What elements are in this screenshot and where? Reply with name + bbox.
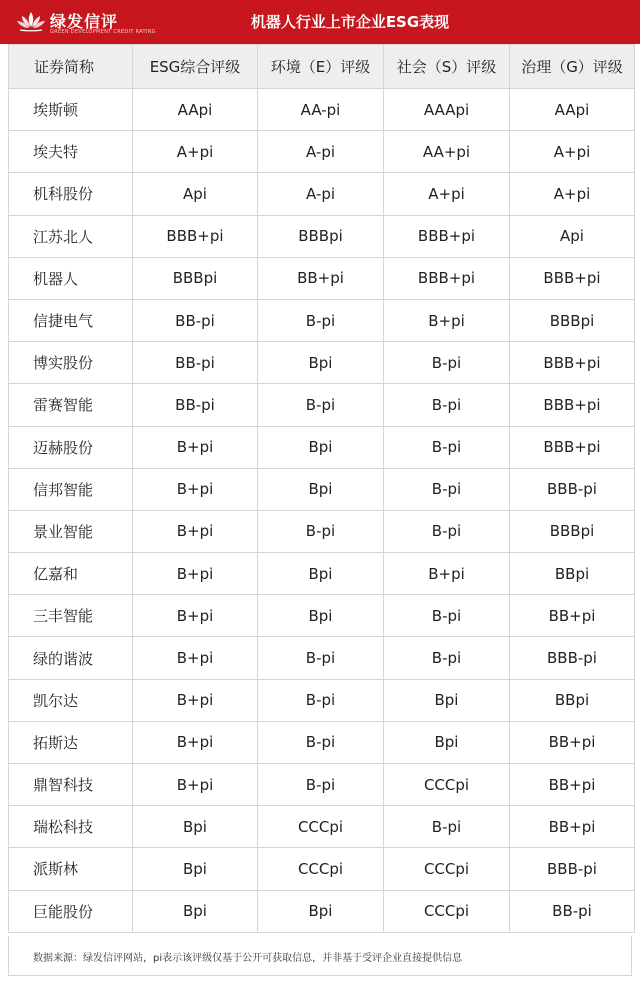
rating-cell: Bpi <box>258 468 384 510</box>
table-row <box>9 257 635 299</box>
rating-cell: Bpi <box>133 890 258 932</box>
table-row <box>9 468 635 510</box>
rating-cell: Bpi <box>133 848 258 890</box>
rating-cell: Bpi <box>133 806 258 848</box>
table-row <box>9 510 635 552</box>
rating-cell: Api <box>510 215 635 257</box>
rating-cell: B+pi <box>133 764 258 806</box>
company-name-cell: 拓斯达 <box>9 721 133 763</box>
rating-cell: B-pi <box>258 299 384 341</box>
column-header: 治理（G）评级 <box>510 45 635 89</box>
company-name-cell: 雷赛智能 <box>9 384 133 426</box>
rating-cell: B+pi <box>133 553 258 595</box>
rating-cell: B-pi <box>258 637 384 679</box>
rating-cell: CCCpi <box>258 806 384 848</box>
rating-cell: AA+pi <box>384 131 510 173</box>
rating-cell: B+pi <box>133 468 258 510</box>
rating-cell: Bpi <box>258 426 384 468</box>
rating-cell: CCCpi <box>384 890 510 932</box>
rating-cell: A-pi <box>258 131 384 173</box>
company-name-cell: 凯尔达 <box>9 679 133 721</box>
rating-cell: BB-pi <box>133 384 258 426</box>
rating-cell: BBB+pi <box>384 215 510 257</box>
company-name-cell: 江苏北人 <box>9 215 133 257</box>
rating-cell: A+pi <box>510 131 635 173</box>
rating-cell: B-pi <box>258 721 384 763</box>
column-header: 证券简称 <box>9 45 133 89</box>
rating-cell: BBB+pi <box>510 257 635 299</box>
rating-cell: B-pi <box>384 342 510 384</box>
table-row <box>9 173 635 215</box>
table-row <box>9 89 635 131</box>
company-name-cell: 景业智能 <box>9 510 133 552</box>
table-row <box>9 806 635 848</box>
page-title: 机器人行业上市企业ESG表现 <box>250 13 450 31</box>
rating-cell: B-pi <box>258 679 384 721</box>
rating-cell: B-pi <box>384 595 510 637</box>
rating-cell: B-pi <box>384 468 510 510</box>
table-row <box>9 679 635 721</box>
column-header: 社会（S）评级 <box>384 45 510 89</box>
esg-rating-table-container <box>8 44 634 933</box>
company-name-cell: 派斯林 <box>9 848 133 890</box>
rating-cell: B-pi <box>384 806 510 848</box>
esg-rating-table <box>8 44 635 933</box>
rating-cell: B+pi <box>133 637 258 679</box>
rating-cell: Bpi <box>258 890 384 932</box>
rating-cell: Bpi <box>258 553 384 595</box>
footer-note-box <box>8 936 632 976</box>
rating-cell: Bpi <box>258 595 384 637</box>
table-row <box>9 426 635 468</box>
rating-cell: Bpi <box>384 721 510 763</box>
company-name-cell: 信邦智能 <box>9 468 133 510</box>
company-name-cell: 信捷电气 <box>9 299 133 341</box>
rating-cell: BBpi <box>510 553 635 595</box>
rating-cell: A-pi <box>258 173 384 215</box>
rating-cell: BB+pi <box>510 764 635 806</box>
rating-cell: BBBpi <box>510 510 635 552</box>
table-row <box>9 215 635 257</box>
table-row <box>9 299 635 341</box>
rating-cell: BBB+pi <box>510 426 635 468</box>
table-row <box>9 890 635 932</box>
company-name-cell: 机器人 <box>9 257 133 299</box>
rating-cell: Bpi <box>384 679 510 721</box>
rating-cell: BBB-pi <box>510 637 635 679</box>
table-row <box>9 637 635 679</box>
rating-cell: BBB+pi <box>133 215 258 257</box>
table-row <box>9 342 635 384</box>
rating-cell: CCCpi <box>384 764 510 806</box>
rating-cell: BBB+pi <box>384 257 510 299</box>
rating-cell: AApi <box>133 89 258 131</box>
company-name-cell: 埃斯顿 <box>9 89 133 131</box>
rating-cell: AAApi <box>384 89 510 131</box>
table-row <box>9 764 635 806</box>
table-row <box>9 384 635 426</box>
company-name-cell: 迈赫股份 <box>9 426 133 468</box>
column-header: 环境（E）评级 <box>258 45 384 89</box>
rating-cell: B-pi <box>384 384 510 426</box>
rating-cell: B+pi <box>384 299 510 341</box>
rating-cell: Api <box>133 173 258 215</box>
table-row <box>9 848 635 890</box>
table-row <box>9 131 635 173</box>
rating-cell: B-pi <box>384 510 510 552</box>
company-name-cell: 亿嘉和 <box>9 553 133 595</box>
lotus-logo-icon <box>16 10 46 32</box>
rating-cell: BBB-pi <box>510 848 635 890</box>
rating-cell: BB+pi <box>510 721 635 763</box>
rating-cell: CCCpi <box>384 848 510 890</box>
rating-cell: BB+pi <box>258 257 384 299</box>
rating-cell: B-pi <box>258 510 384 552</box>
rating-cell: CCCpi <box>258 848 384 890</box>
rating-cell: B-pi <box>384 637 510 679</box>
table-row <box>9 721 635 763</box>
rating-cell: BBBpi <box>510 299 635 341</box>
table-row <box>9 595 635 637</box>
rating-cell: BB-pi <box>133 342 258 384</box>
rating-cell: A+pi <box>384 173 510 215</box>
rating-cell: B+pi <box>133 510 258 552</box>
rating-cell: B+pi <box>133 679 258 721</box>
company-name-cell: 机科股份 <box>9 173 133 215</box>
company-name-cell: 博实股份 <box>9 342 133 384</box>
company-name-cell: 绿的谐波 <box>9 637 133 679</box>
rating-cell: B-pi <box>258 384 384 426</box>
rating-cell: BBB-pi <box>510 468 635 510</box>
rating-cell: BBBpi <box>258 215 384 257</box>
column-header: ESG综合评级 <box>133 45 258 89</box>
rating-cell: B+pi <box>384 553 510 595</box>
rating-cell: B-pi <box>258 764 384 806</box>
rating-cell: A+pi <box>510 173 635 215</box>
rating-cell: B+pi <box>133 721 258 763</box>
logo-subtitle: GREEN DEVELOPMENT CREDIT RATING <box>50 29 156 35</box>
header-bar <box>0 0 640 44</box>
rating-cell: BB+pi <box>510 595 635 637</box>
rating-cell: BBB+pi <box>510 384 635 426</box>
logo-name: 绿发信评 <box>50 12 119 31</box>
table-row <box>9 553 635 595</box>
rating-cell: BB-pi <box>510 890 635 932</box>
rating-cell: BBpi <box>510 679 635 721</box>
rating-cell: Bpi <box>258 342 384 384</box>
rating-cell: A+pi <box>133 131 258 173</box>
rating-cell: AA-pi <box>258 89 384 131</box>
company-name-cell: 巨能股份 <box>9 890 133 932</box>
rating-cell: AApi <box>510 89 635 131</box>
rating-cell: B+pi <box>133 595 258 637</box>
company-name-cell: 三丰智能 <box>9 595 133 637</box>
logo <box>16 8 156 36</box>
rating-cell: BBBpi <box>133 257 258 299</box>
rating-cell: B-pi <box>384 426 510 468</box>
rating-cell: B+pi <box>133 426 258 468</box>
table-header-row <box>9 45 635 89</box>
company-name-cell: 瑞松科技 <box>9 806 133 848</box>
company-name-cell: 鼎智科技 <box>9 764 133 806</box>
footer-note: 数据来源：绿发信评网站，pi表示该评级仅基于公开可获取信息，并非基于受评企业直接提供信息 <box>33 953 463 964</box>
rating-cell: BBB+pi <box>510 342 635 384</box>
rating-cell: BB+pi <box>510 806 635 848</box>
company-name-cell: 埃夫特 <box>9 131 133 173</box>
rating-cell: BB-pi <box>133 299 258 341</box>
table-body <box>9 89 635 933</box>
